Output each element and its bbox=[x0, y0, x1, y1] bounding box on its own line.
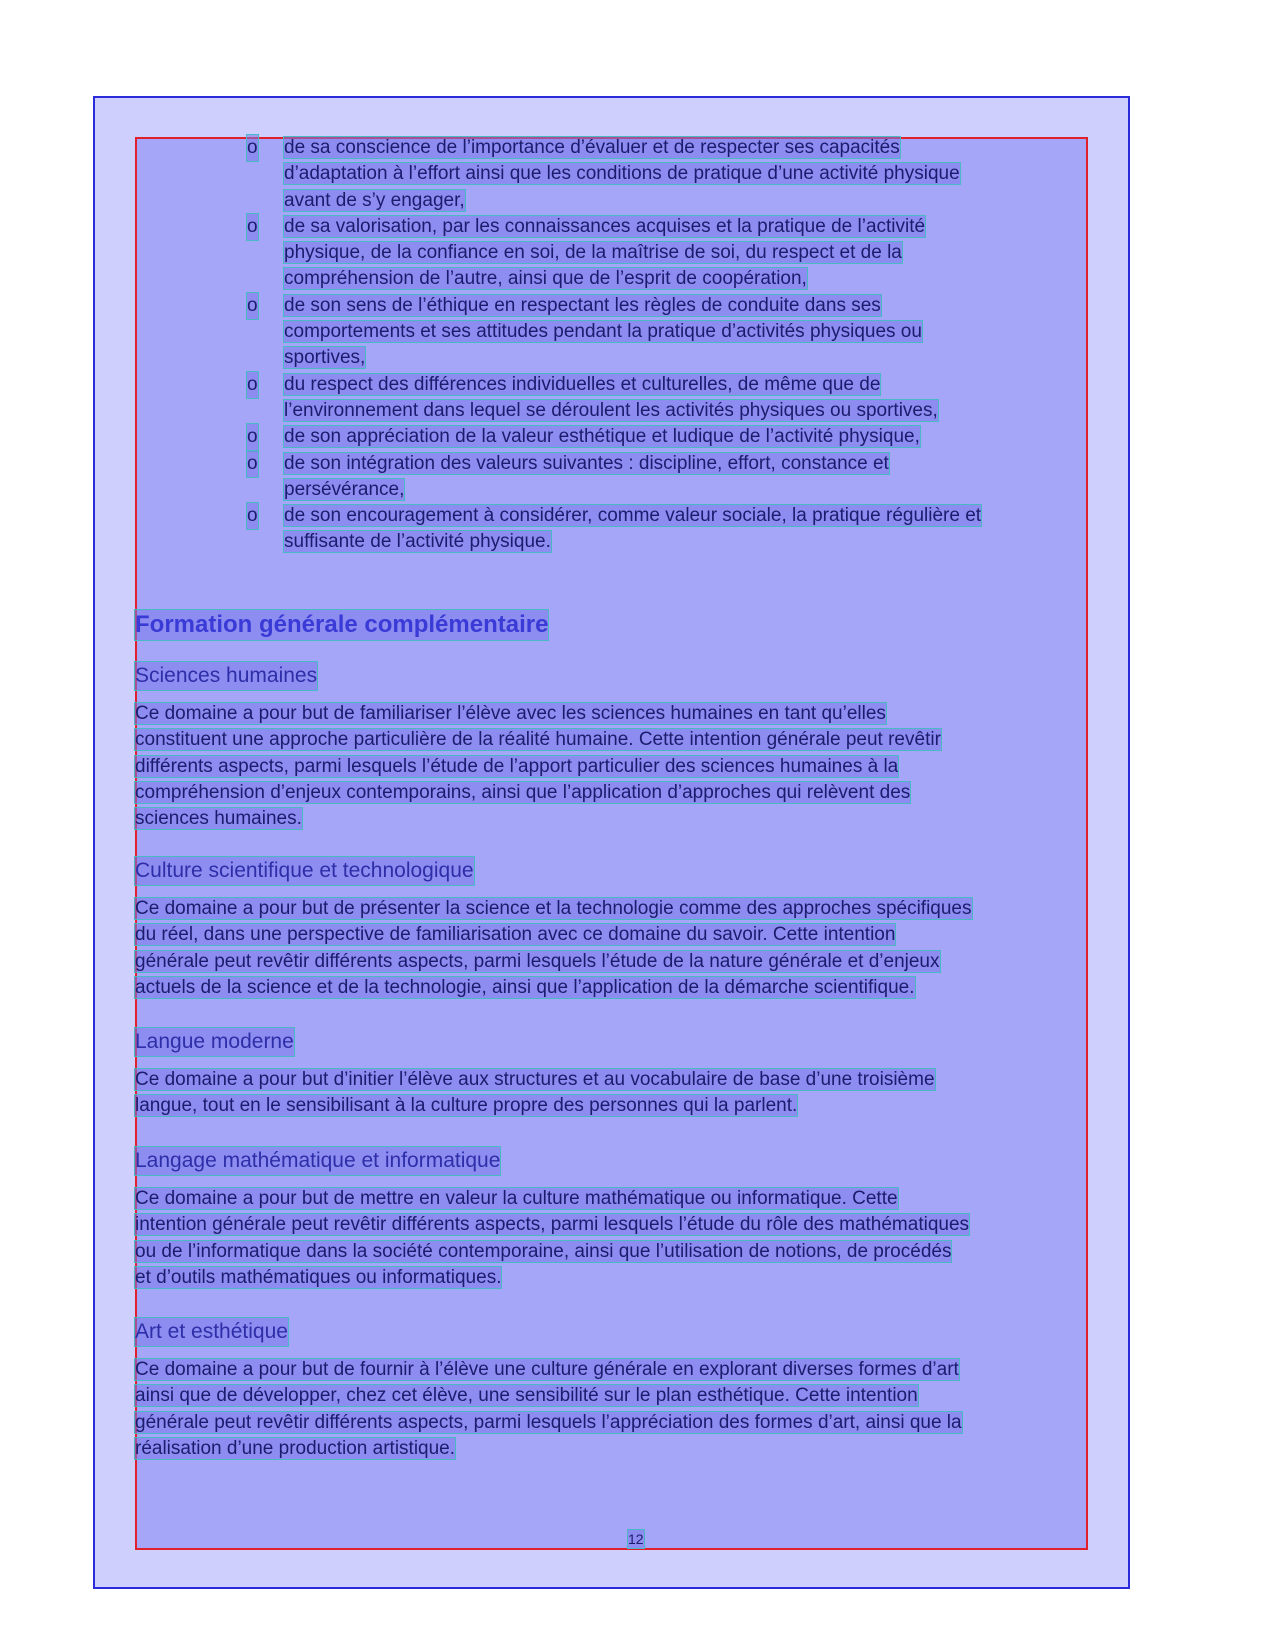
text-line: générale peut revêtir différents aspects, parmi lesquels l’appréciation des formes d’art, ainsi que la bbox=[135, 1411, 962, 1433]
section-heading: Langue moderne bbox=[135, 1028, 294, 1056]
bullet-list bbox=[247, 135, 1147, 556]
section-title: Formation générale complémentaire bbox=[135, 611, 549, 638]
bullet-text bbox=[284, 424, 1147, 450]
text-line: sciences humaines. bbox=[135, 808, 302, 830]
text-line: Ce domaine a pour but de fournir à l’élève une culture générale en explorant diverses formes d’art bbox=[135, 1359, 959, 1380]
bullet-item bbox=[247, 424, 1147, 450]
text-line: du respect des différences individuelles et culturelles, de même que de bbox=[284, 373, 881, 395]
bullet-item bbox=[247, 503, 1147, 556]
text-line: ou de l’informatique dans la société contemporaine, ainsi que l’utilisation de notions, de procédés bbox=[135, 1240, 952, 1262]
bullet-marker: o bbox=[247, 293, 258, 319]
text-line: comportements et ses attitudes pendant la pratique d’activités physiques ou bbox=[284, 321, 922, 343]
text-line: différents aspects, parmi lesquels l’étude de l’apport particulier des sciences humaines à la bbox=[135, 755, 899, 777]
bullet-text bbox=[284, 451, 1147, 504]
text-line: suffisante de l’activité physique. bbox=[284, 531, 551, 553]
bullet-marker: o bbox=[247, 135, 258, 161]
bullet-text bbox=[284, 214, 1147, 293]
bullet-item bbox=[247, 451, 1147, 504]
bullet-item bbox=[247, 214, 1147, 293]
text-line: générale peut revêtir différents aspects, parmi lesquels l’étude de la nature générale et d’enjeux bbox=[135, 950, 940, 972]
section-paragraph bbox=[135, 701, 1140, 832]
text-line: et d’outils mathématiques ou informatiques. bbox=[135, 1266, 502, 1288]
text-line: de sa valorisation, par les connaissances acquises et la pratique de l’activité bbox=[284, 215, 926, 237]
section-heading: Langage mathématique et informatique bbox=[135, 1147, 500, 1175]
text-line: persévérance, bbox=[284, 478, 405, 500]
text-line: avant de s’y engager, bbox=[284, 189, 465, 211]
bullet-item bbox=[247, 372, 1147, 425]
text-line: Ce domaine a pour but de mettre en valeur la culture mathématique ou informatique. Cette bbox=[135, 1188, 898, 1209]
section-paragraph bbox=[135, 1357, 1140, 1462]
text-line: constituent une approche particulière de la réalité humaine. Cette intention générale peut revêtir bbox=[135, 729, 941, 751]
text-line: du réel, dans une perspective de familiarisation avec ce domaine du savoir. Cette intention bbox=[135, 924, 896, 946]
text-line: intention générale peut revêtir différents aspects, parmi lesquels l’étude du rôle des mathématiques bbox=[135, 1214, 970, 1236]
bullet-item bbox=[247, 293, 1147, 372]
text-line: Ce domaine a pour but de familiariser l’élève avec les sciences humaines en tant qu’elles bbox=[135, 703, 886, 724]
text-line: Ce domaine a pour but de présenter la science et la technologie comme des approches spécifiques bbox=[135, 898, 972, 919]
text-line: de sa conscience de l’importance d’évaluer et de respecter ses capacités bbox=[284, 137, 900, 158]
text-line: compréhension de l’autre, ainsi que de l’esprit de coopération, bbox=[284, 268, 807, 290]
text-line: de son appréciation de la valeur esthétique et ludique de l’activité physique, bbox=[284, 426, 920, 448]
text-line: de son intégration des valeurs suivantes : discipline, effort, constance et bbox=[284, 452, 889, 474]
text-line: ainsi que de développer, chez cet élève, une sensibilité sur le plan esthétique. Cette intention bbox=[135, 1385, 918, 1407]
bullet-marker: o bbox=[247, 372, 258, 398]
bullet-marker: o bbox=[247, 503, 258, 529]
bullet-text bbox=[284, 503, 1147, 556]
bullet-marker: o bbox=[247, 451, 258, 477]
text-line: sportives, bbox=[284, 347, 366, 369]
bullet-marker: o bbox=[247, 214, 258, 240]
text-line: de son encouragement à considérer, comme valeur sociale, la pratique régulière et bbox=[284, 505, 982, 527]
text-line: de son sens de l’éthique en respectant les règles de conduite dans ses bbox=[284, 294, 881, 316]
section-paragraph bbox=[135, 1186, 1140, 1291]
text-line: compréhension d’enjeux contemporains, ainsi que l’application d’approches qui relèvent des bbox=[135, 781, 911, 803]
bullet-item bbox=[247, 135, 1147, 214]
section-paragraph bbox=[135, 1067, 1140, 1120]
bullet-text bbox=[284, 135, 1147, 214]
text-line: actuels de la science et de la technologie, ainsi que l’application de la démarche scientifique. bbox=[135, 976, 915, 998]
section-heading: Sciences humaines bbox=[135, 662, 317, 690]
bullet-text bbox=[284, 372, 1147, 425]
text-line: d’adaptation à l’effort ainsi que les conditions de pratique d’une activité physique bbox=[284, 163, 960, 185]
text-line: réalisation d’une production artistique. bbox=[135, 1437, 456, 1459]
text-line: l’environnement dans lequel se déroulent les activités physiques ou sportives, bbox=[284, 399, 938, 421]
section-heading: Culture scientifique et technologique bbox=[135, 857, 474, 885]
text-line: physique, de la confiance en soi, de la maîtrise de soi, du respect et de la bbox=[284, 242, 902, 264]
section-paragraph bbox=[135, 896, 1140, 1001]
text-line: Ce domaine a pour but d’initier l’élève aux structures et au vocabulaire de base d’une troisième bbox=[135, 1069, 935, 1090]
text-line: langue, tout en le sensibilisant à la culture propre des personnes qui la parlent. bbox=[135, 1095, 798, 1117]
page-number: 12 bbox=[628, 1531, 644, 1547]
bullet-text bbox=[284, 293, 1147, 372]
section-heading: Art et esthétique bbox=[135, 1318, 288, 1346]
bullet-marker: o bbox=[247, 424, 258, 450]
